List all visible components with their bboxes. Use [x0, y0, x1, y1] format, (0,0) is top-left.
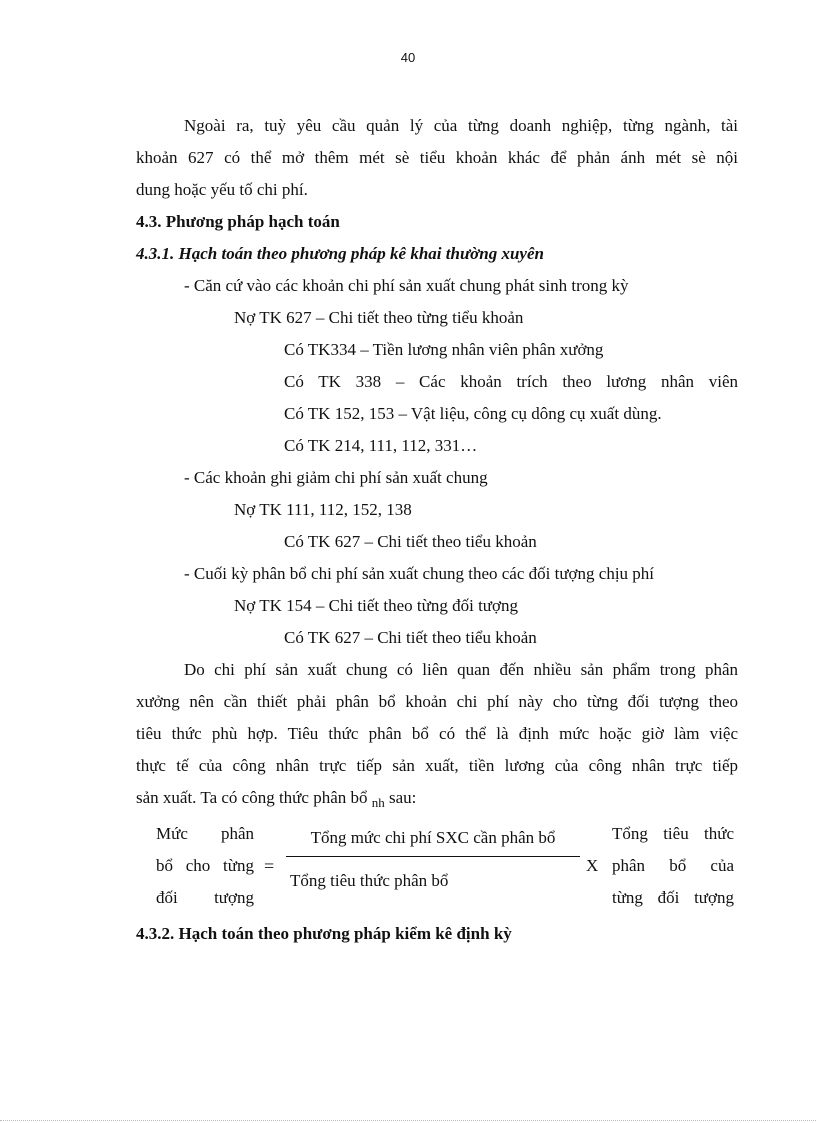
- entry-item-3: - Cuối kỳ phân bổ chi phí sản xuất chung theo các đối tượng chịu phí: [184, 564, 655, 583]
- paragraph-line: Ngoài ra, tuỳ yêu cầu quản lý của từng doanh nghiệp, từng ngành, tài: [184, 116, 738, 135]
- paragraph-line: Do chi phí sản xuất chung có liên quan đến nhiều sản phẩm trong phân: [184, 660, 738, 679]
- entry-debit-2: Nợ TK 111, 112, 152, 138: [234, 500, 412, 519]
- paragraph-line: thực tế của công nhân trực tiếp sản xuất, tiền lương của công nhân trực tiếp: [136, 756, 738, 775]
- formula-right-label: [612, 818, 734, 914]
- paragraph-line: khoản 627 có thể mở thêm mét sè tiểu khoản khác để phản ánh mét sè nội: [136, 148, 738, 167]
- entry-debit-3: Nợ TK 154 – Chi tiết theo từng đối tượng: [234, 596, 519, 615]
- fraction-bar: [286, 856, 580, 857]
- formula-text: đối tượng: [156, 888, 254, 907]
- formula-left-label: [156, 818, 254, 914]
- entry-credit-3: Có TK 627 – Chi tiết theo tiểu khoản: [284, 628, 537, 647]
- formula-text: Mức phân: [156, 824, 254, 843]
- fraction-denominator: Tổng tiêu thức phân bổ: [290, 871, 449, 890]
- section-heading-4-3-1: 4.3.1. Hạch toán theo phương pháp kê khai thường xuyên: [136, 244, 544, 263]
- entry-item-2: - Các khoản ghi giảm chi phí sản xuất chung: [184, 468, 488, 487]
- entry-credit-1b: Có TK 338 – Các khoản trích theo lương nhân viên: [284, 372, 738, 391]
- formula-text: từng đối tượng: [612, 888, 734, 907]
- fraction-numerator: Tổng mức chi phí SXC cần phân bổ: [310, 828, 556, 847]
- paragraph-text: sản xuất. Ta có công thức phân bổ: [136, 788, 368, 807]
- allocation-formula: [136, 818, 738, 914]
- entry-credit-1d: Có TK 214, 111, 112, 331…: [284, 436, 478, 455]
- paragraph-line: dung hoặc yếu tố chi phí.: [136, 180, 308, 199]
- document-body: [136, 110, 738, 950]
- entry-credit-2: Có TK 627 – Chi tiết theo tiểu khoản: [284, 532, 537, 551]
- equals-sign: =: [264, 856, 275, 876]
- paragraph-line: xưởng nên cần thiết phải phân bổ khoản chi phí này cho từng đối tượng theo: [136, 692, 738, 711]
- paragraph-last-line: [136, 782, 738, 814]
- entry-debit-1: Nợ TK 627 – Chi tiết theo từng tiểu khoản: [234, 308, 524, 327]
- entry-credit-1c: Có TK 152, 153 – Vật liệu, công cụ dông cụ xuất dùng.: [284, 404, 662, 423]
- subscript-text: nh: [371, 795, 385, 810]
- multiply-sign: X: [586, 856, 599, 875]
- paragraph-text: sau:: [388, 788, 417, 807]
- entry-credit-1a: Có TK334 – Tiền lương nhân viên phân xưởng: [284, 340, 604, 359]
- formula-fraction: [286, 822, 580, 897]
- formula-text: Tổng tiêu thức: [612, 824, 734, 843]
- page-bottom-divider: [0, 1120, 816, 1121]
- formula-text: phân bổ của: [612, 856, 734, 875]
- paragraph-line: tiêu thức phù hợp. Tiêu thức phân bổ có thể là định mức hoặc giờ làm việc: [136, 724, 738, 743]
- section-heading-4-3: 4.3. Phương pháp hạch toán: [136, 212, 340, 231]
- section-heading-4-3-2: 4.3.2. Hạch toán theo phương pháp kiểm kê định kỳ: [136, 924, 512, 943]
- formula-text: bổ cho từng: [156, 856, 254, 875]
- page-number: 40: [400, 50, 416, 65]
- entry-item-1: - Căn cứ vào các khoản chi phí sản xuất chung phát sinh trong kỳ: [184, 276, 629, 295]
